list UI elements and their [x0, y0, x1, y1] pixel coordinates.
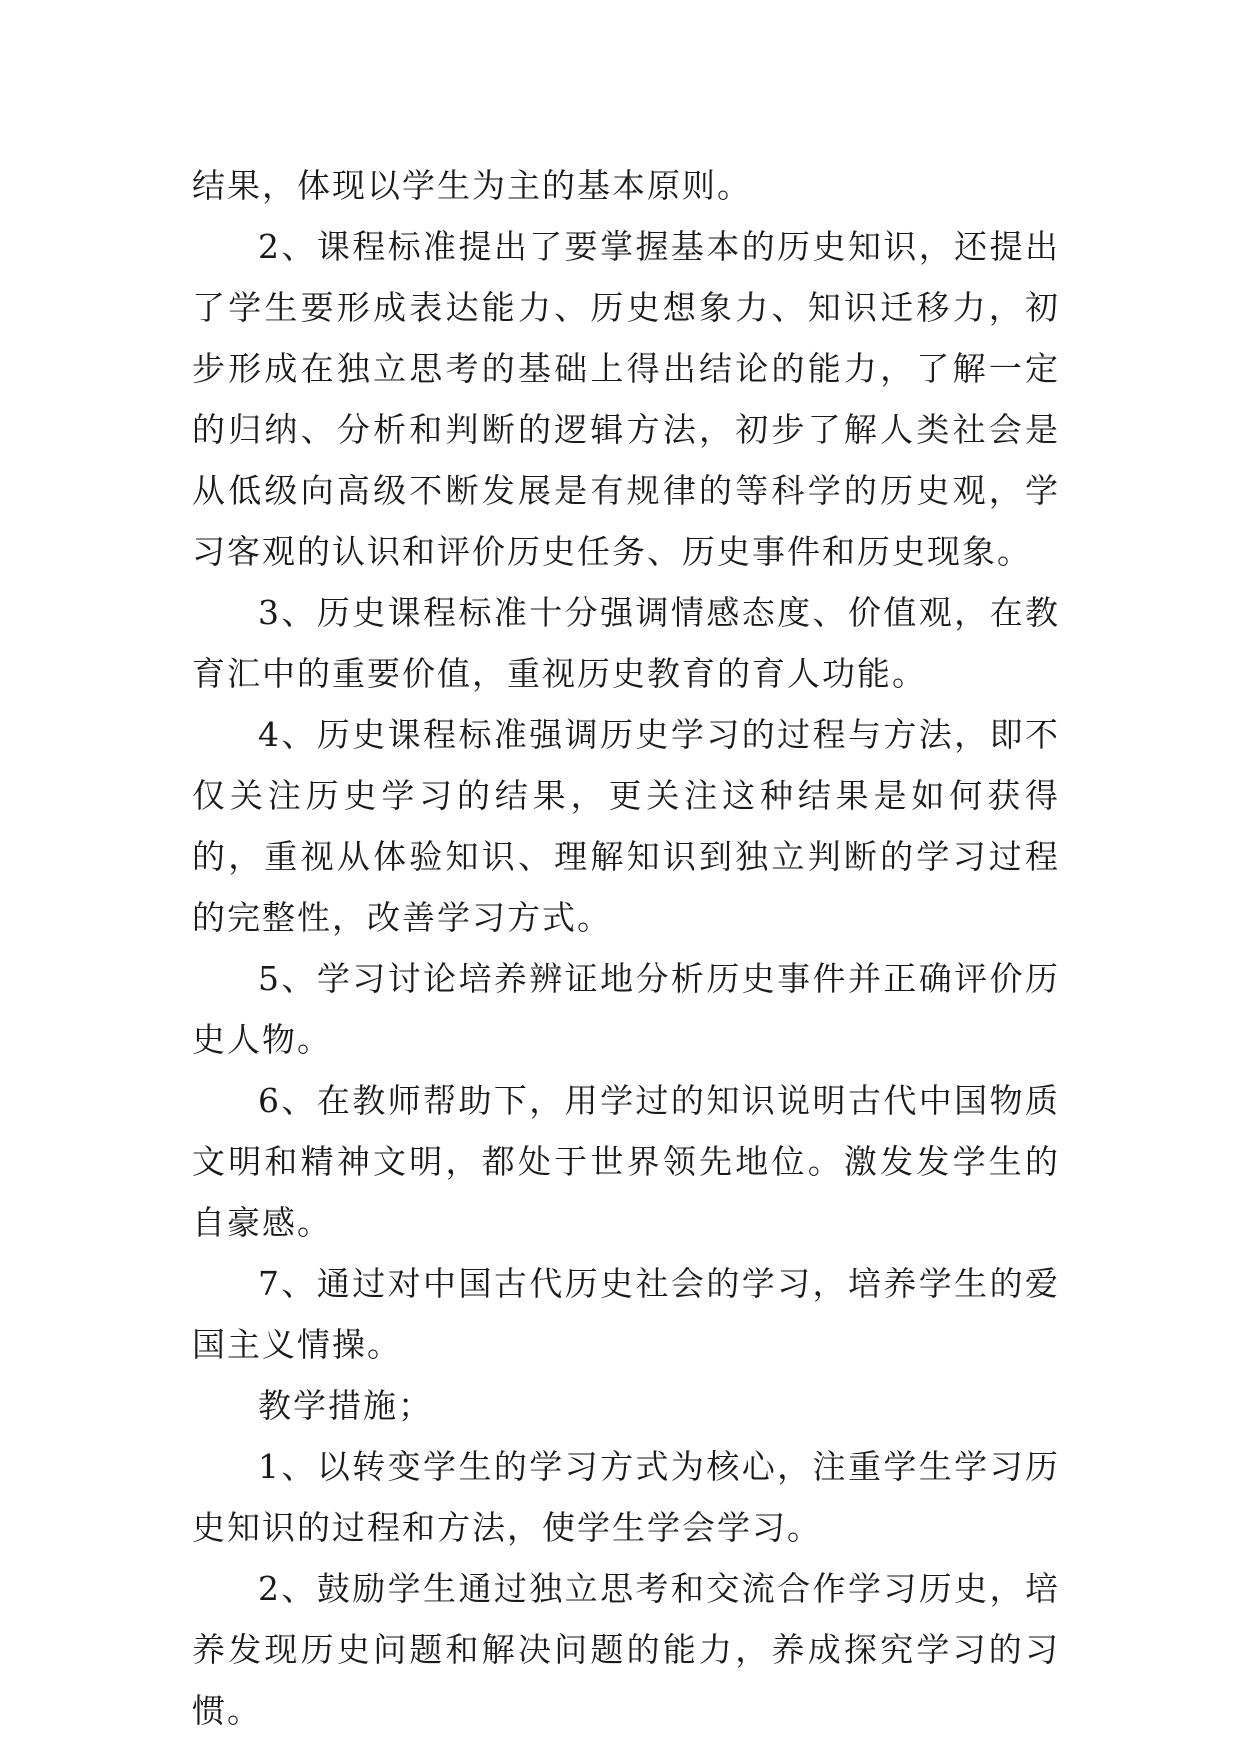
paragraph-measure-2: 2、鼓励学生通过独立思考和交流合作学习历史，培养发现历史问题和解决问题的能力，养成探究学习的习惯。 [192, 1569, 1060, 1730]
document-body [192, 155, 1060, 1741]
paragraph-item-5-discussion: 5、学习讨论培养辨证地分析历史事件并正确评价历史人物。 [192, 959, 1060, 1059]
paragraph-item-2-curriculum-standard: 2、课程标准提出了要掌握基本的历史知识，还提出了学生要形成表达能力、历史想象力、知识迁移力，初步形成在独立思考的基础上得出结论的能力，了解一定的归纳、分析和判断的逻辑方法，初步了解人类社会是从低级向高级不断发展是有规律的等科学的历史观，学习客观的认识和评价历史任务、历史事件和历史现象。 [192, 227, 1060, 571]
paragraph-continuation: 结果，体现以学生为主的基本原则。 [192, 166, 752, 205]
paragraph-measure-1: 1、以转变学生的学习方式为核心，注重学生学习历史知识的过程和方法，使学生学会学习。 [192, 1447, 1060, 1547]
paragraph-item-3-emotion-values: 3、历史课程标准十分强调情感态度、价值观，在教育汇中的重要价值，重视历史教育的育人功能。 [192, 593, 1060, 693]
section-heading-teaching-measures: 教学措施； [258, 1386, 433, 1425]
paragraph-item-6-civilization: 6、在教师帮助下，用学过的知识说明古代中国物质文明和精神文明，都处于世界领先地位。激发发学生的自豪感。 [192, 1081, 1060, 1242]
paragraph-item-4-process-method: 4、历史课程标准强调历史学习的过程与方法，即不仅关注历史学习的结果，更关注这种结果是如何获得的，重视从体验知识、理解知识到独立判断的学习过程的完整性，改善学习方式。 [192, 715, 1060, 937]
paragraph-item-7-patriotism: 7、通过对中国古代历史社会的学习，培养学生的爱国主义情操。 [192, 1264, 1060, 1364]
